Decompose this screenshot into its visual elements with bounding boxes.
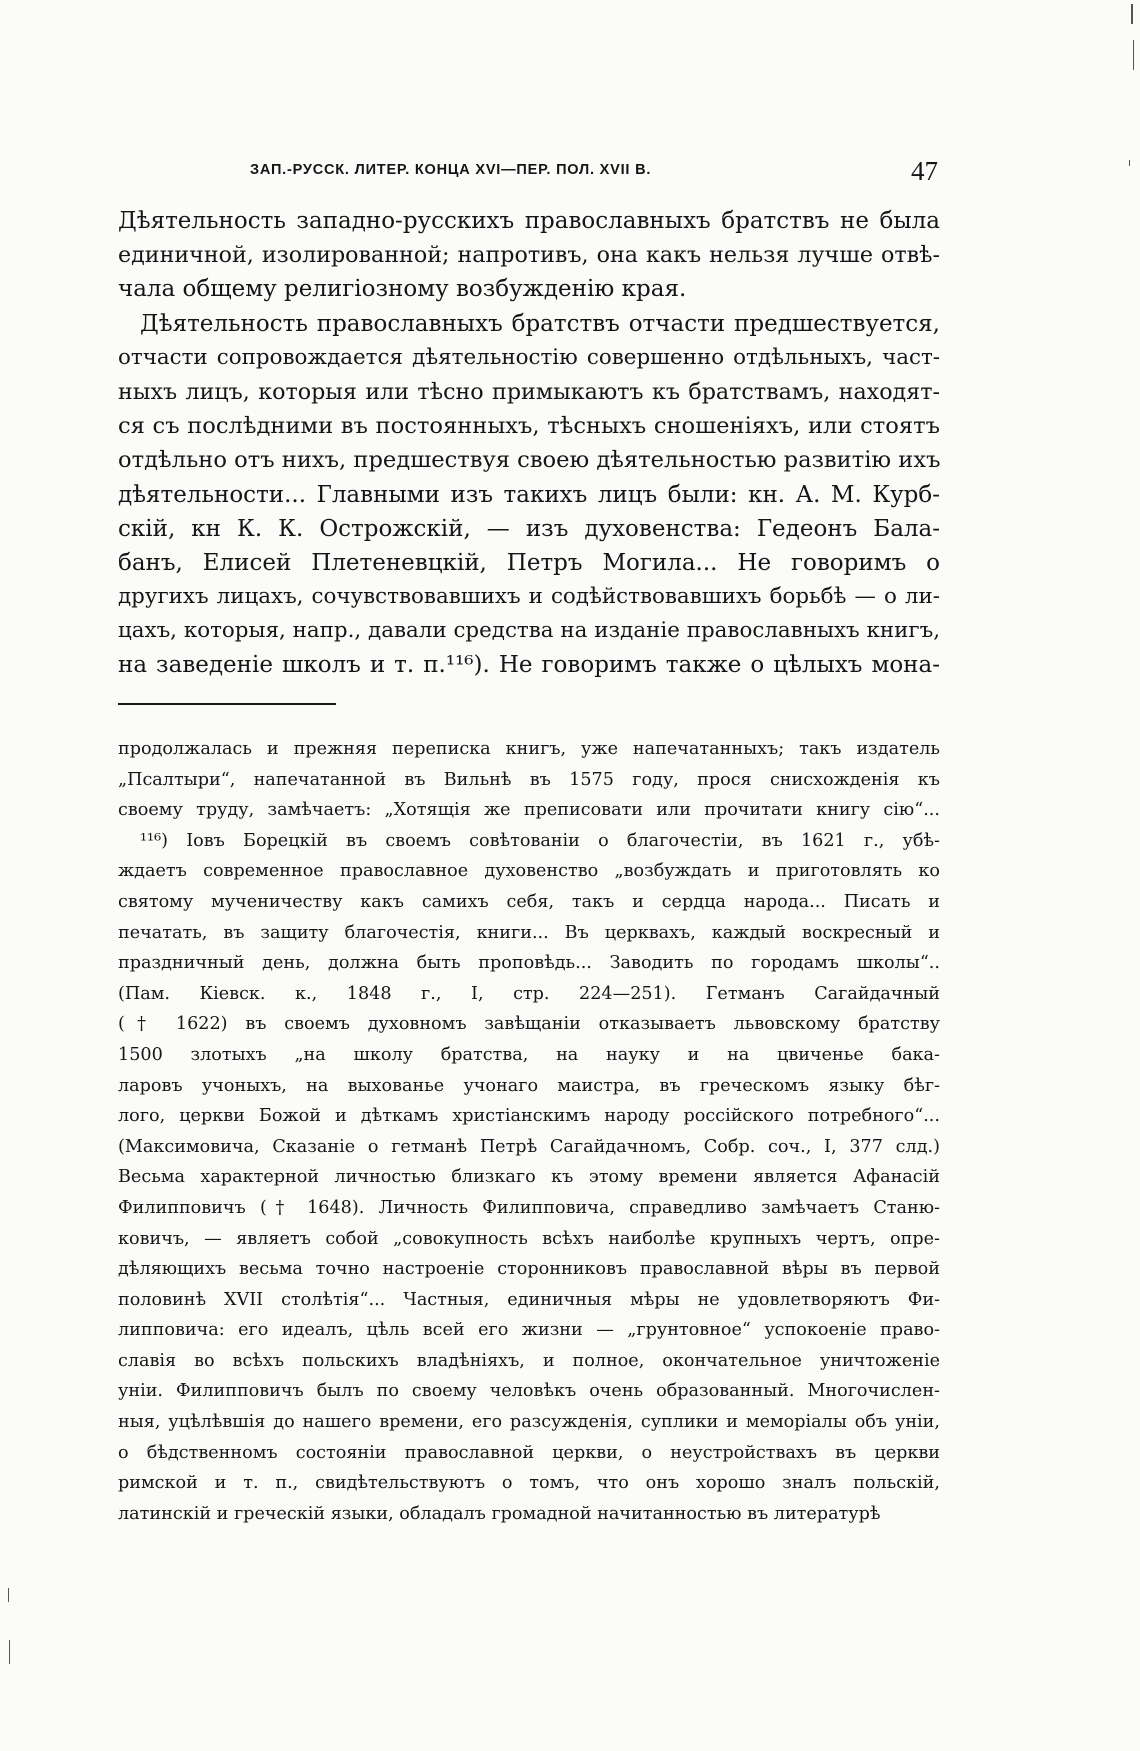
footnote-divider: [118, 703, 336, 705]
main-text-line: скій, кн К. К. Острожскій, — изъ духовенства: Гедеонъ Бала-: [118, 515, 940, 542]
footnote-line: ¹¹⁶) Іовъ Борецкій въ своемъ совѣтованіи о благочестіи, въ 1621 г., убѣ-: [140, 830, 940, 851]
footnote-line: (Пам. Кіевск. к., 1848 г., I, стр. 224—251). Гетманъ Сагайдачный: [118, 983, 940, 1004]
footnote-line: Филипповичъ († 1648). Личность Филипповича, справедливо замѣчаетъ Станю-: [118, 1197, 940, 1218]
footnote-line: половинѣ XVII столѣтія“... Частныя, единичныя мѣры не удовлетворяютъ Фи-: [118, 1289, 940, 1310]
main-text-line: ныхъ лицъ, которыя или тѣсно примыкаютъ къ братствамъ, находят-: [118, 378, 940, 405]
main-text-line: ся съ послѣдними въ постоянныхъ, тѣсныхъ сношеніяхъ, или стоятъ: [118, 413, 940, 440]
footnote-line: уніи. Филипповичъ былъ по своему человѣкъ очень образованный. Многочислен-: [118, 1381, 940, 1402]
running-header: [250, 156, 940, 186]
footnote-line: († 1622) въ своемъ духовномъ завѣщаніи отказываетъ львовскому братству: [118, 1014, 940, 1035]
binding-edge-mark: [1129, 160, 1130, 166]
margin-speck-mark: [8, 1588, 9, 1602]
main-text-line: отчасти сопровождается дѣятельностію совершенно отдѣльныхъ, част-: [118, 344, 940, 370]
main-text-line: единичной, изолированной; напротивъ, она какъ нельзя лучше отвѣ-: [118, 242, 940, 269]
footnote-line: славія во всѣхъ польскихъ владѣніяхъ, и полное, окончательное уничтоженіе: [118, 1350, 940, 1371]
footnote-line: лого, церкви Божой и дѣткамъ христіанскимъ народу россійского потребного“...: [118, 1106, 940, 1127]
footnote-line: „Псалтыри“, напечатанной въ Вильнѣ въ 1575 году, прося снисхожденія къ: [118, 769, 940, 790]
footnote-line: Весьма характерной личностью близкаго къ этому времени является Афанасій: [118, 1167, 940, 1188]
footnote-line: продолжалась и прежняя переписка книгъ, уже напечатанныхъ; такъ издатель: [118, 739, 940, 759]
main-text-line: цахъ, которыя, напр., давали средства на изданіе православныхъ книгъ,: [118, 618, 940, 644]
footnote-line: ждаетъ современное православное духовенство „возбуждать и приготовлять ко: [118, 861, 940, 882]
running-title: ЗАП.-РУССК. ЛИТЕР. КОНЦА XVI—ПЕР. ПОЛ. XVII В.: [250, 162, 652, 178]
footnote-line: (Максимовича, Сказаніе о гетманѣ Петрѣ Сагайдачномъ, Собр. соч., I, 377 слд.): [118, 1136, 940, 1157]
main-text-line: Дѣятельность западно-русскихъ православныхъ братствъ не была: [118, 208, 940, 234]
footnote-line: ковичъ, — являетъ собой „совокупность всѣхъ наиболѣе крупныхъ чертъ, опре-: [118, 1228, 940, 1249]
footnote-line: о бѣдственномъ состояніи православной церкви, о неустройствахъ въ церкви: [118, 1442, 940, 1463]
footnote-line: 1500 злотыхъ „на школу братства, на науку и на цвиченье бака-: [118, 1044, 940, 1065]
footnote-line: ныя, уцѣлѣвшія до нашего времени, его разсужденія, суплики и меморіалы объ уніи,: [118, 1412, 940, 1433]
margin-speck-mark: [9, 1640, 10, 1664]
footnote-line: святому мученичеству какъ самихъ себя, такъ и сердца народа... Писать и: [118, 891, 940, 912]
main-text-line: банъ, Елисей Плетеневцкій, Петръ Могила... Не говоримъ о: [118, 549, 940, 576]
main-text-line: Дѣятельность православныхъ братствъ отчасти предшествуется,: [140, 310, 940, 337]
footnote-line: липповича: его идеалъ, цѣль всей его жизни — „грунтовное“ успокоеніе право-: [118, 1320, 940, 1341]
footnote-line: ларовъ учоныхъ, на выхованье учонаго маистра, въ греческомъ языку бѣг-: [118, 1075, 940, 1096]
footnote-line: печатать, въ защиту благочестія, книги... Въ церквахъ, каждый воскресный и: [118, 922, 940, 943]
footnote-line: дѣляющихъ весьма точно настроеніе сторонниковъ православной вѣры въ первой: [118, 1259, 940, 1280]
binding-edge-mark: [1133, 40, 1134, 70]
main-text-line: отдѣльно отъ нихъ, предшествуя своею дѣятельностью развитію ихъ: [118, 447, 941, 474]
main-text-line: чала общему религіозному возбужденію края.: [118, 276, 687, 303]
footnotes-block: [118, 734, 940, 1529]
main-text-line: другихъ лицахъ, сочувствовавшихъ и содѣйствовавшихъ борьбѣ — о ли-: [118, 584, 940, 610]
footnote-line: римской и т. п., свидѣтельствуютъ о томъ, что онъ хорошо зналъ польскій,: [118, 1473, 940, 1494]
footnote-line: латинскій и греческій языки, обладалъ громадной начитанностью въ литературѣ: [118, 1503, 881, 1524]
footnote-line: праздничный день, должна быть проповѣдь... Заводить по городамъ школы“..: [118, 953, 940, 974]
main-text-block: [118, 204, 940, 683]
main-text-line: дѣятельности... Главными изъ такихъ лицъ были: кн. А. М. Курб-: [118, 481, 940, 508]
binding-edge-mark: [1131, 4, 1133, 24]
main-text-line: на заведеніе школъ и т. п.¹¹⁶). Не говоримъ также о цѣлыхъ мона-: [118, 652, 940, 679]
footnote-line: своему труду, замѣчаетъ: „Хотящія же преписовати или прочитати книгу сію“...: [118, 800, 940, 821]
page-number: 47: [911, 156, 938, 186]
